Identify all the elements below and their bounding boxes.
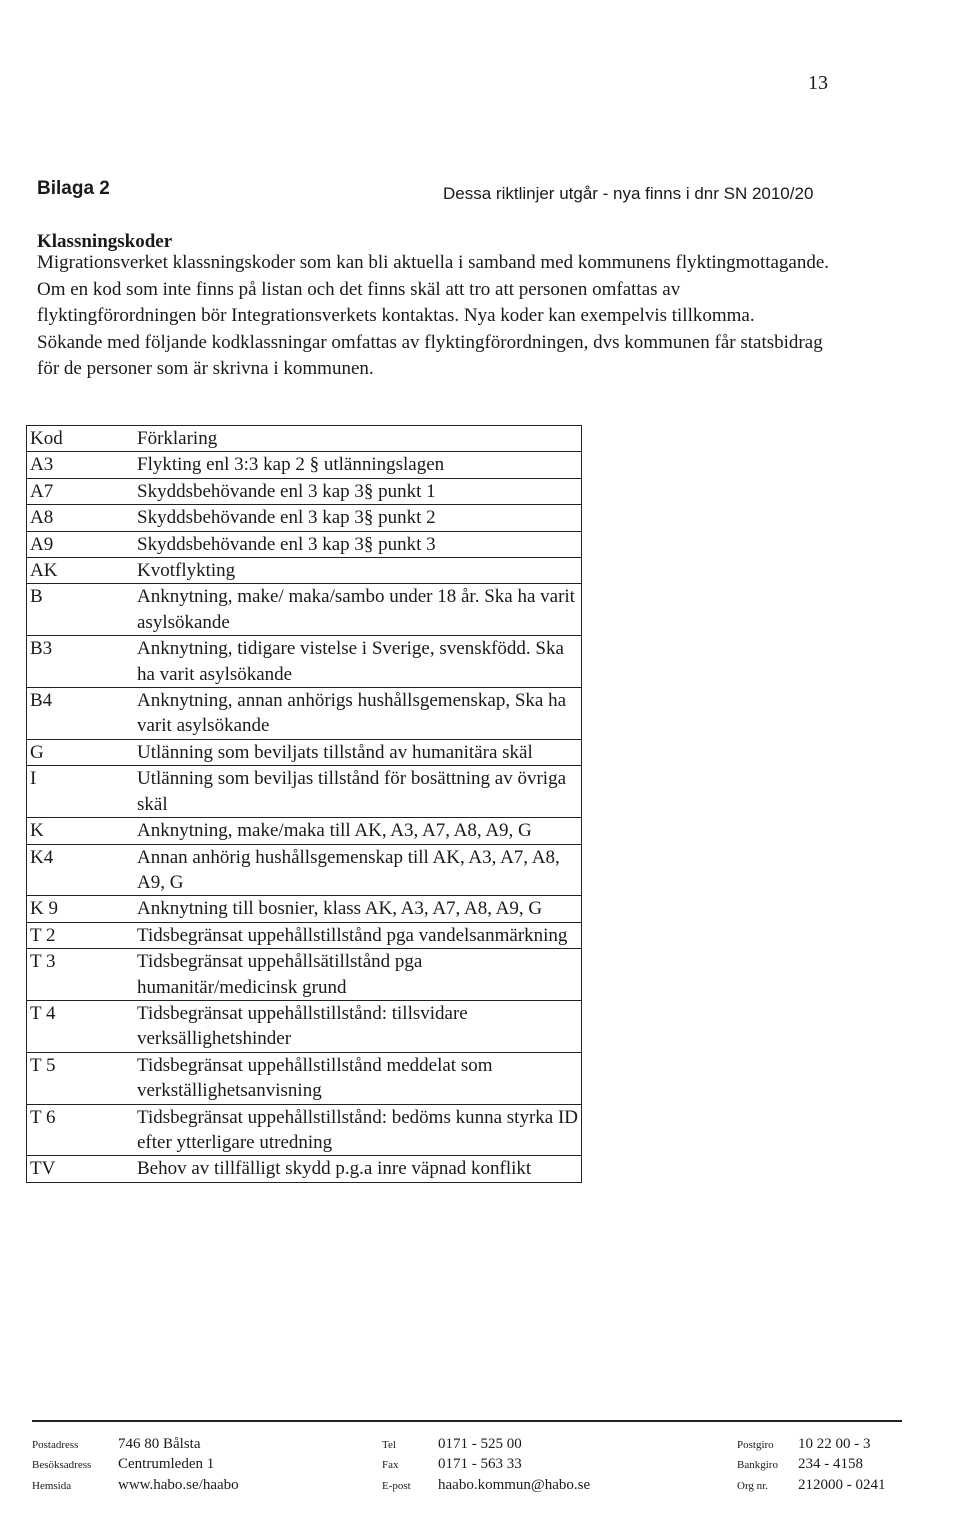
code-cell: T 5: [27, 1052, 135, 1104]
footer-row-1: [32, 1436, 902, 1456]
classification-codes-table: [26, 425, 582, 1183]
code-cell: T 6: [27, 1104, 135, 1156]
intro-paragraph-1: Migrationsverket klassningskoder som kan bli aktuella i samband med kommunens flyktingmottagande. Om en kod som inte finns på listan och det finns skäl att tro att personen omfattas av flyktingförordningen bör Integrationsverkets kontaktas. Nya koder kan exempelvis tillkomma.: [37, 252, 830, 326]
visit-label: Besöksadress: [32, 1459, 92, 1471]
tel-label: Tel: [382, 1439, 396, 1451]
description-cell: Anknytning, make/ maka/sambo under 18 år. Ska ha varit asylsökande: [134, 584, 582, 636]
table-row: [27, 922, 582, 948]
table-header-row: [27, 426, 582, 452]
web-label: Hemsida: [32, 1480, 72, 1492]
code-cell: AK: [27, 558, 135, 584]
column-header-code: Kod: [27, 426, 135, 452]
description-cell: Skyddsbehövande enl 3 kap 3§ punkt 1: [134, 478, 582, 504]
postal-value: 746 80 Bålsta: [118, 1436, 201, 1452]
code-cell: K: [27, 818, 135, 844]
code-cell: TV: [27, 1156, 135, 1182]
description-cell: Anknytning, tidigare vistelse i Sverige, svenskfödd. Ska ha varit asylsökande: [134, 636, 582, 688]
table-row: [27, 558, 582, 584]
bankgiro-label: Bankgiro: [737, 1459, 778, 1471]
description-cell: Anknytning, annan anhörigs hushållsgemenskap, Ska ha varit asylsökande: [134, 688, 582, 740]
table-row: [27, 478, 582, 504]
table-row: [27, 584, 582, 636]
code-cell: A7: [27, 478, 135, 504]
table-row: [27, 636, 582, 688]
code-cell: K4: [27, 844, 135, 896]
description-cell: Skyddsbehövande enl 3 kap 3§ punkt 2: [134, 505, 582, 531]
bankgiro-value: 234 - 4158: [798, 1456, 863, 1472]
postal-label: Postadress: [32, 1439, 79, 1451]
table-row: [27, 688, 582, 740]
section-heading: Klassningskoder: [37, 231, 173, 252]
code-cell: A3: [27, 452, 135, 478]
code-cell: A8: [27, 505, 135, 531]
description-cell: Flykting enl 3:3 kap 2 § utlänningslagen: [134, 452, 582, 478]
code-cell: A9: [27, 531, 135, 557]
footer-row-3: [32, 1477, 902, 1497]
page-footer: [32, 1420, 902, 1493]
table-row: [27, 739, 582, 765]
description-cell: Tidsbegränsat uppehållstillstånd: bedöms kunna styrka ID efter ytterligare utredning: [134, 1104, 582, 1156]
postgiro-value: 10 22 00 - 3: [798, 1436, 871, 1452]
description-cell: Utlänning som beviljas tillstånd för bosättning av övriga skäl: [134, 766, 582, 818]
fax-label: Fax: [382, 1459, 399, 1471]
description-cell: Tidsbegränsat uppehållstillstånd pga vandelsanmärkning: [134, 922, 582, 948]
description-cell: Utlänning som beviljats tillstånd av humanitära skäl: [134, 739, 582, 765]
table-row: [27, 844, 582, 896]
table-row: [27, 1052, 582, 1104]
description-cell: Tidsbegränsat uppehållstillstånd: tillsvidare verksällighetshinder: [134, 1000, 582, 1052]
postgiro-label: Postgiro: [737, 1439, 774, 1451]
code-cell: B3: [27, 636, 135, 688]
description-cell: Annan anhörig hushållsgemenskap till AK, A3, A7, A8, A9, G: [134, 844, 582, 896]
description-cell: Tidsbegränsat uppehållstillstånd meddelat som verkställighetsanvisning: [134, 1052, 582, 1104]
table-row: [27, 818, 582, 844]
description-cell: Tidsbegränsat uppehållsätillstånd pga humanitär/medicinsk grund: [134, 949, 582, 1001]
table-row: [27, 1156, 582, 1182]
code-cell: T 2: [27, 922, 135, 948]
table-row: [27, 1000, 582, 1052]
table-row: [27, 766, 582, 818]
column-header-description: Förklaring: [134, 426, 582, 452]
superseded-notice: Dessa riktlinjer utgår - nya finns i dnr SN 2010/20: [443, 184, 814, 203]
table-row: [27, 1104, 582, 1156]
visit-value: Centrumleden 1: [118, 1456, 215, 1472]
intro-text: [37, 250, 837, 383]
table-row: [27, 452, 582, 478]
page-number: 13: [808, 72, 828, 94]
fax-value: 0171 - 563 33: [438, 1456, 522, 1472]
description-cell: Anknytning, make/maka till AK, A3, A7, A8, A9, G: [134, 818, 582, 844]
description-cell: Behov av tillfälligt skydd p.g.a inre väpnad konflikt: [134, 1156, 582, 1182]
code-cell: B: [27, 584, 135, 636]
code-cell: T 3: [27, 949, 135, 1001]
code-cell: K 9: [27, 896, 135, 922]
orgnr-label: Org nr.: [737, 1480, 768, 1492]
table-row: [27, 531, 582, 557]
code-cell: B4: [27, 688, 135, 740]
web-value: www.habo.se/haabo: [118, 1477, 239, 1493]
tel-value: 0171 - 525 00: [438, 1436, 522, 1452]
email-label: E-post: [382, 1480, 411, 1492]
table-row: [27, 505, 582, 531]
description-cell: Kvotflykting: [134, 558, 582, 584]
description-cell: Skyddsbehövande enl 3 kap 3§ punkt 3: [134, 531, 582, 557]
email-value: haabo.kommun@habo.se: [438, 1477, 591, 1493]
orgnr-value: 212000 - 0241: [798, 1477, 886, 1493]
footer-row-2: [32, 1456, 902, 1476]
appendix-label: Bilaga 2: [37, 178, 110, 199]
code-cell: I: [27, 766, 135, 818]
code-cell: G: [27, 739, 135, 765]
description-cell: Anknytning till bosnier, klass AK, A3, A7, A8, A9, G: [134, 896, 582, 922]
intro-paragraph-2: Sökande med följande kodklassningar omfattas av flyktingförordningen, dvs kommunen får statsbidrag för de personer som är skrivna i kommunen.: [37, 331, 823, 379]
table-row: [27, 896, 582, 922]
table-row: [27, 949, 582, 1001]
code-cell: T 4: [27, 1000, 135, 1052]
